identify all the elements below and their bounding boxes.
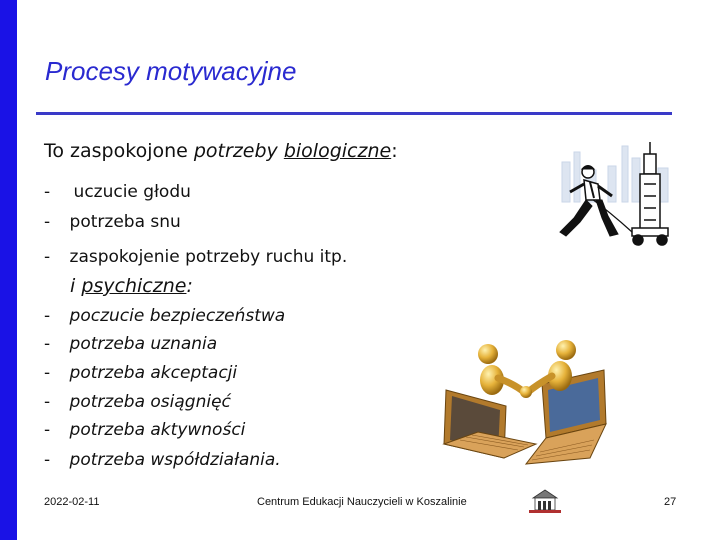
bullet-dash: -	[44, 420, 51, 440]
psych-heading	[70, 275, 193, 297]
intro-prefix: To zaspokojone	[44, 140, 194, 162]
laptops-handshake-illustration	[440, 340, 612, 474]
psych-item-5	[44, 420, 245, 440]
businessman-pulling-skyscraper-illustration	[548, 140, 676, 250]
title-underline-rule	[36, 112, 672, 115]
footer-date: 2022-02-11	[44, 496, 100, 508]
psych-item-3-text: potrzeba akceptacji	[69, 363, 238, 383]
bullet-dash: -	[44, 182, 51, 202]
intro-line	[44, 140, 398, 162]
bullet-dash: -	[44, 247, 51, 267]
footer-page-number: 27	[664, 496, 677, 508]
psych-item-4	[44, 392, 231, 412]
psych-item-2	[44, 334, 217, 354]
bullet-dash: -	[44, 334, 51, 354]
bullet-dash: -	[44, 450, 51, 470]
intro-italic: potrzeby	[193, 140, 284, 162]
psych-item-6-text: potrzeba współdziałania.	[69, 450, 281, 470]
psych-item-1-text: poczucie bezpieczeństwa	[69, 306, 286, 326]
psych-item-2-text: potrzeba uznania	[69, 334, 218, 354]
psych-item-4-text: potrzeba osiągnięć	[69, 392, 231, 412]
psych-item-1	[44, 306, 285, 326]
bio-item-2	[44, 212, 181, 232]
left-accent-bar	[0, 0, 17, 540]
bullet-dash: -	[44, 363, 51, 383]
bio-item-3	[44, 247, 347, 267]
psych-prefix: i	[70, 275, 82, 297]
bio-item-3-text: zaspokojenie potrzeby ruchu itp.	[69, 247, 348, 267]
psych-suffix: :	[186, 275, 193, 297]
footer-center-text: Centrum Edukacji Nauczycieli w Koszalinie	[257, 496, 467, 508]
bullet-dash: -	[44, 306, 51, 326]
intro-suffix: :	[391, 140, 398, 162]
bio-item-2-text: potrzeba snu	[69, 212, 181, 232]
cen-logo-icon	[527, 488, 563, 514]
bullet-dash: -	[44, 212, 51, 232]
bullet-dash: -	[44, 392, 51, 412]
bio-item-1-text: uczucie głodu	[73, 182, 191, 202]
intro-underlined: biologiczne	[283, 140, 392, 162]
psych-item-5-text: potrzeba aktywności	[69, 420, 246, 440]
slide-title: Procesy motywacyjne	[45, 56, 297, 86]
psych-underlined: psychiczne	[81, 275, 187, 297]
psych-item-3	[44, 363, 237, 383]
psych-item-6	[44, 450, 281, 470]
bio-item-1	[44, 182, 191, 202]
